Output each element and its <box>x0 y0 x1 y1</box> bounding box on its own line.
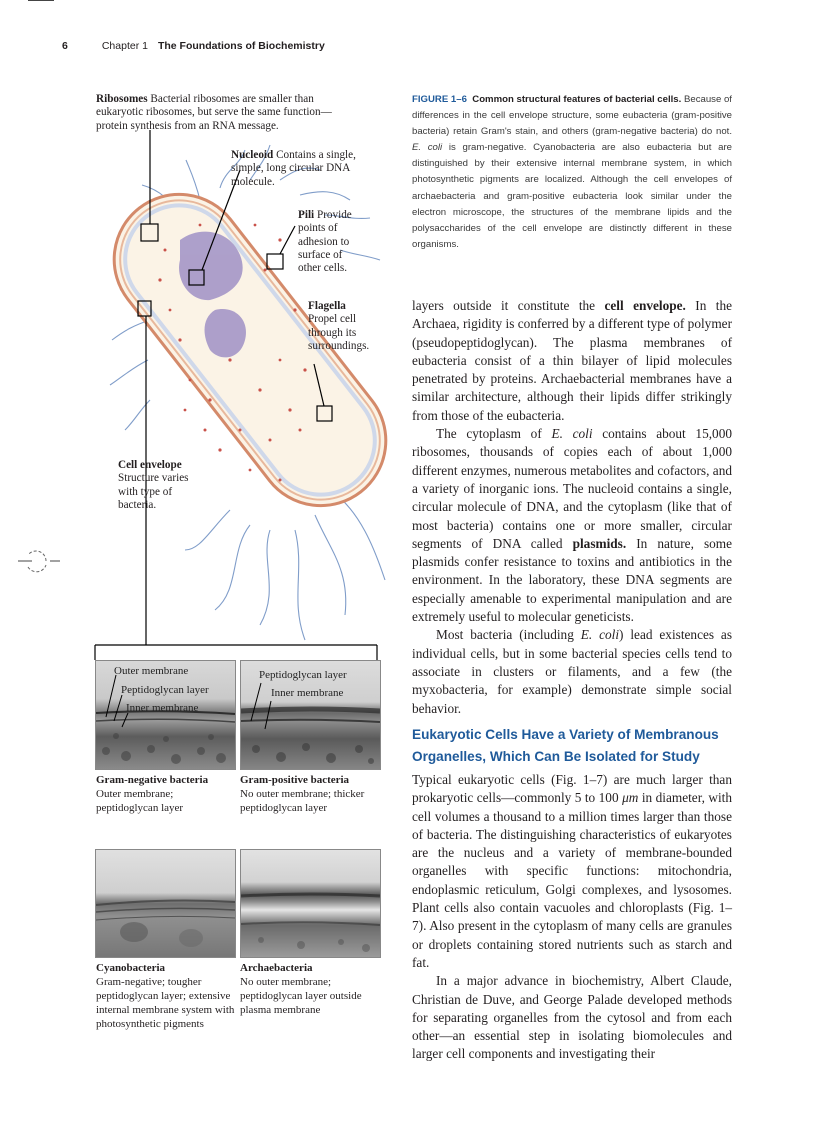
text-run: The cytoplasm of <box>436 426 542 442</box>
text-run: Most bacteria (including <box>436 627 574 643</box>
gram-positive-text: No outer membrane; thicker peptidoglycan layer <box>240 788 365 814</box>
text-run: ) lead existences as individual cells, but in some bacterial species cells tend to associate in clusters or filaments, and a few (the myxobacteria, for example) demonstrate simple social behavior. <box>412 627 733 716</box>
text-run: layers outside it constitute the <box>412 298 596 313</box>
inner-membrane-tag: Inner membrane <box>271 687 344 699</box>
crop-mark-top <box>28 0 54 1</box>
text-run: In nature, some plasmids confer resistance to toxins and antibiotics in the environment. In the laboratory, these DNA segments are especially amenable to experimental manipulation and are extremely useful to molecular geneticists. <box>412 535 733 625</box>
flagella-label-title: Flagella <box>308 300 346 312</box>
gram-positive-title: Gram-positive bacteria <box>240 774 350 786</box>
text-run: contains about 15,000 ribosomes, thousands of copies each of about 1,000 different enzymes, numerous metabolites and cofactors, and a variety of inorganic ions. The nucleoid contains a single, circular molecule of DNA, and the cytoplasm (like that of most bacteria) contains one or more smaller, circular segments of DNA called <box>412 426 732 551</box>
cyanobacteria-micrograph <box>95 849 236 958</box>
cell-envelope-label <box>118 459 206 512</box>
flagella-label-text: Propel cell through its surroundings. <box>308 313 370 352</box>
text-run: In the Archaea, rigidity is conferred by a different type of polymer (pseudopeptidoglycan). The plasma membranes of eubacteria consist of a thin bilayer of lipid molecules penetrated by proteins. Archaebacterial membranes have a similar architecture, although their lipids differ strikingly from those of the eubacteria. <box>412 298 733 423</box>
unit: μm <box>622 790 639 806</box>
figure-caption-ecoli: E. coli <box>412 142 443 154</box>
page-number: 6 <box>62 40 68 52</box>
text-run: Typical eukaryotic cells (Fig. 1–7) are much larger than prokaryotic cells—commonly 5 to 100 <box>412 772 732 806</box>
pili-label <box>298 209 368 275</box>
ribosomes-label-title: Ribosomes <box>96 93 148 105</box>
inner-membrane-tag: Inner membrane <box>126 702 199 714</box>
section-title: The Foundations of Biochemistry <box>157 40 325 52</box>
figure-caption <box>412 92 732 253</box>
paragraph: In a major advance in biochemistry, Albert Claude, Christian de Duve, and George Palade developed methods for separating organelles from the cytosol and from each other—an essential step in isolating biomolecules and larger cell components and investigating their <box>412 973 732 1062</box>
gram-negative-caption <box>96 773 236 815</box>
cyanobacteria-title: Cyanobacteria <box>96 962 166 974</box>
gram-positive-caption <box>240 773 382 815</box>
ribosomes-label <box>96 93 356 133</box>
cell-envelope-label-title: Cell envelope <box>118 459 182 471</box>
pili-label-title: Pili <box>298 209 315 221</box>
text-run: in diameter, with cell volumes a thousand to a million times larger than those of bacteria. The distinguishing characteristics of eukaryotes are the nucleus and a variety of membrane-bounded organelles with specific functions: mitochondria, endoplasmic reticulum, Golgi complexes, and lysosomes. Plant cells also contain vacuoles and chloroplasts (Fig. 1–7). Also present in the cytoplasm of many cells are granules or droplets containing stored nutrients such as starch and fat. <box>412 790 733 970</box>
gram-negative-micrograph <box>95 660 236 770</box>
figure-number: FIGURE 1–6 <box>412 94 467 105</box>
peptidoglycan-tag: Peptidoglycan layer <box>121 684 209 696</box>
paragraph <box>412 297 732 425</box>
section-heading: Eukaryotic Cells Have a Variety of Membranous Organelles, Which Can Be Isolated for Study <box>412 727 719 764</box>
figure-caption-text-2: is gram-negative. Cyanobacteria are also eubacteria but are distinguished by their extensive internal membrane system, in which photosynthetic pigments are localized. Although the cell envelopes of archaebacteria and gram-positive eubacteria look similar under the electron microscope, the structures of the membrane lipids and the polysaccharides of the cell envelope are distinctly different in these organisms. <box>412 142 732 250</box>
cyanobacteria-texture <box>96 850 235 957</box>
archaebacteria-text: No outer membrane; peptidoglycan layer outside plasma membrane <box>240 976 362 1016</box>
pili-label-text: Provide points of adhesion to surface of other cells. <box>298 209 352 275</box>
key-term: cell envelope. <box>604 298 686 313</box>
nucleoid-label-title: Nucleoid <box>231 149 274 161</box>
nucleoid-label-text: Contains a single, simple, long circular DNA molecule. <box>231 149 356 188</box>
species-name: E. coli <box>551 426 593 442</box>
paragraph <box>412 425 732 626</box>
figure-title: Common structural features of bacterial cells. <box>472 94 682 105</box>
peptidoglycan-tag: Peptidoglycan layer <box>259 669 347 681</box>
species-name: E. coli <box>580 627 620 643</box>
body-text-lower <box>412 771 732 1064</box>
nucleoid-label <box>231 149 381 189</box>
running-header <box>62 40 325 52</box>
paragraph <box>412 626 732 717</box>
gram-positive-micrograph <box>240 660 381 770</box>
gram-negative-text: Outer membrane; peptidoglycan layer <box>96 788 184 814</box>
pili-callout-box <box>267 254 283 269</box>
cell-envelope-label-text: Structure varies with type of bacteria. <box>118 472 189 511</box>
archaebacteria-title: Archaebacteria <box>240 962 313 974</box>
chapter-label: Chapter 1 <box>101 40 148 52</box>
figure-caption-text-1: Because of differences in the cell envelope structure, some eubacteria (gram-positive bacteria) retain Gram's stain, and others (gram-negative bacteria) do not. <box>412 94 732 138</box>
archaebacteria-texture <box>241 850 380 957</box>
flagella-label <box>308 300 384 353</box>
paragraph <box>412 771 732 972</box>
body-text-upper <box>412 297 732 718</box>
registration-mark-icon <box>2 545 62 575</box>
archaebacteria-micrograph <box>240 849 381 958</box>
key-term: plasmids. <box>572 535 627 551</box>
ribosomes-label-text: Bacterial ribosomes are smaller than eukaryotic ribosomes, but serve the same function—protein synthesis from an RNA message. <box>96 93 332 132</box>
cyanobacteria-text: Gram-negative; tougher peptidoglycan layer; extensive internal membrane system with photosynthetic pigments <box>96 976 235 1030</box>
outer-membrane-tag: Outer membrane <box>114 665 189 677</box>
cyanobacteria-caption <box>96 961 236 1031</box>
archaebacteria-caption <box>240 961 382 1017</box>
gram-negative-title: Gram-negative bacteria <box>96 774 209 786</box>
